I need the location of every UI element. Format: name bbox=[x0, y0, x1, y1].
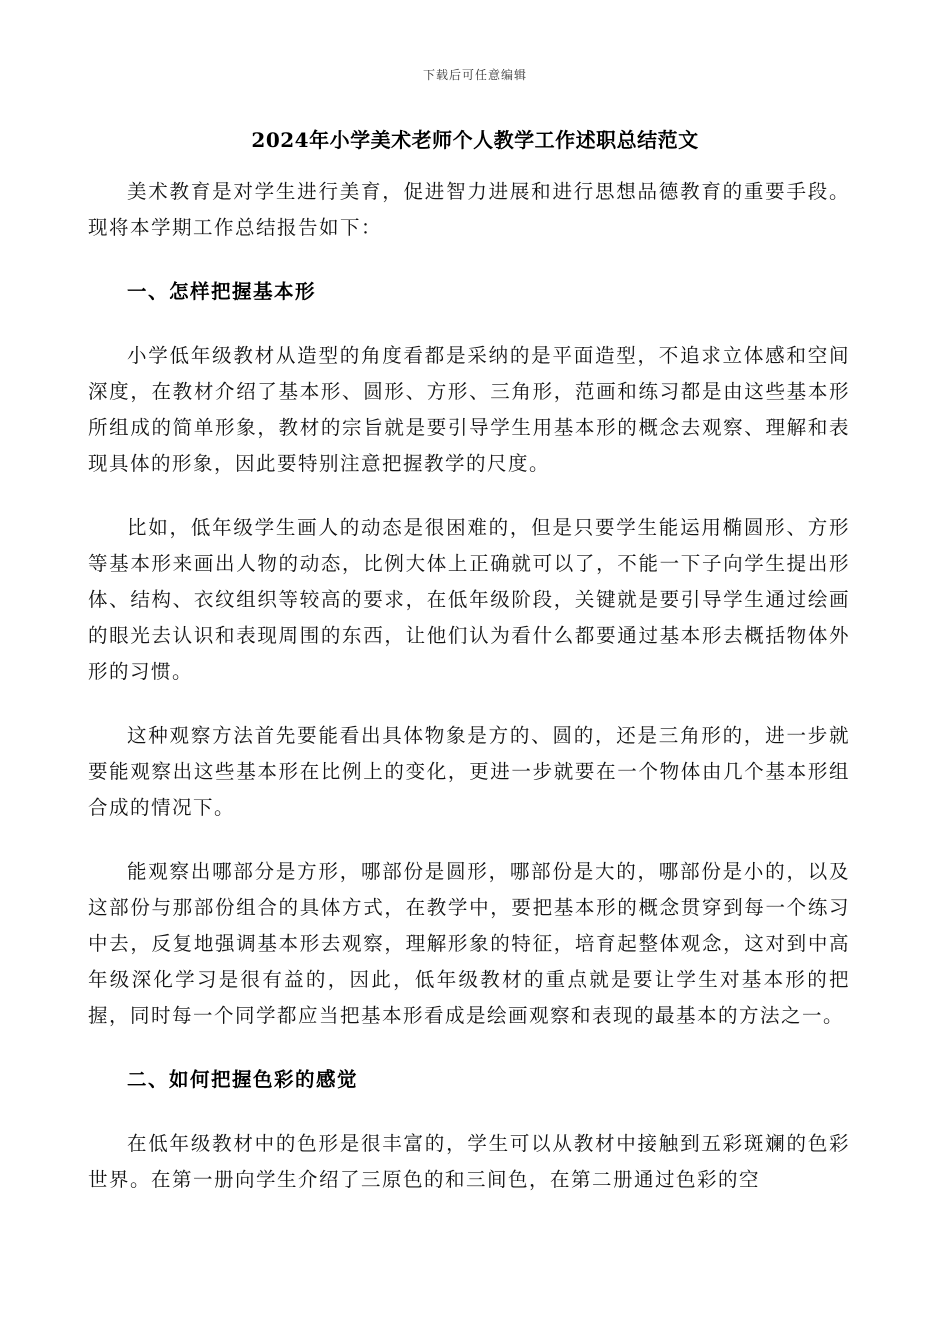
intro-paragraph: 美术教育是对学生进行美育，促进智力进展和进行思想品德教育的重要手段。现将本学期工作总结报告如下： bbox=[88, 180, 850, 239]
section1-paragraph: 比如，低年级学生画人的动态是很困难的，但是只要学生能运用椭圆形、方形等基本形来画出人物的动态，比例大体上正确就可以了，不能一下子向学生提出形体、结构、衣纹组织等较高的要求，在低年级阶段，关键就是要引导学生通过绘画的眼光去认识和表现周围的东西，让他们认为看什么都要通过基本形去概括物体外形的习惯。 bbox=[88, 516, 850, 683]
document-body bbox=[88, 174, 850, 1226]
section1-paragraph: 小学低年级教材从造型的角度看都是采纳的是平面造型，不追求立体感和空间深度，在教材介绍了基本形、圆形、方形、三角形，范画和练习都是由这些基本形所组成的简单形象，教材的宗旨就是要引导学生用基本形的概念去观察、理解和表现具体的形象，因此要特别注意把握教学的尺度。 bbox=[88, 344, 850, 475]
section1-paragraph: 这种观察方法首先要能看出具体物象是方的、圆的，还是三角形的，进一步就要能观察出这些基本形在比例上的变化，更进一步就要在一个物体由几个基本形组合成的情况下。 bbox=[88, 724, 850, 819]
header-note: 下载后可任意编辑 bbox=[422, 68, 527, 82]
section-heading-2: 二、如何把握色彩的感觉 bbox=[127, 1068, 359, 1091]
section2-paragraph: 在低年级教材中的色形是很丰富的，学生可以从教材中接触到五彩斑斓的色彩世界。在第一册向学生介绍了三原色的和三间色，在第二册通过色彩的空 bbox=[88, 1132, 850, 1191]
section1-paragraph: 能观察出哪部分是方形，哪部份是圆形，哪部份是大的，哪部份是小的，以及这部份与那部份组合的具体方式，在教学中，要把基本形的概念贯穿到每一个练习中去，反复地强调基本形去观察，理解形象的特征，培育起整体观念，这对到中高年级深化学习是很有益的，因此，低年级教材的重点就是要让学生对基本形的把握，同时每一个同学都应当把基本形看成是绘画观察和表现的最基本的方法之一。 bbox=[88, 860, 850, 1027]
section-heading-1: 一、怎样把握基本形 bbox=[127, 280, 317, 303]
document-title: 2024年小学美术老师个人教学工作述职总结范文 bbox=[251, 128, 699, 152]
